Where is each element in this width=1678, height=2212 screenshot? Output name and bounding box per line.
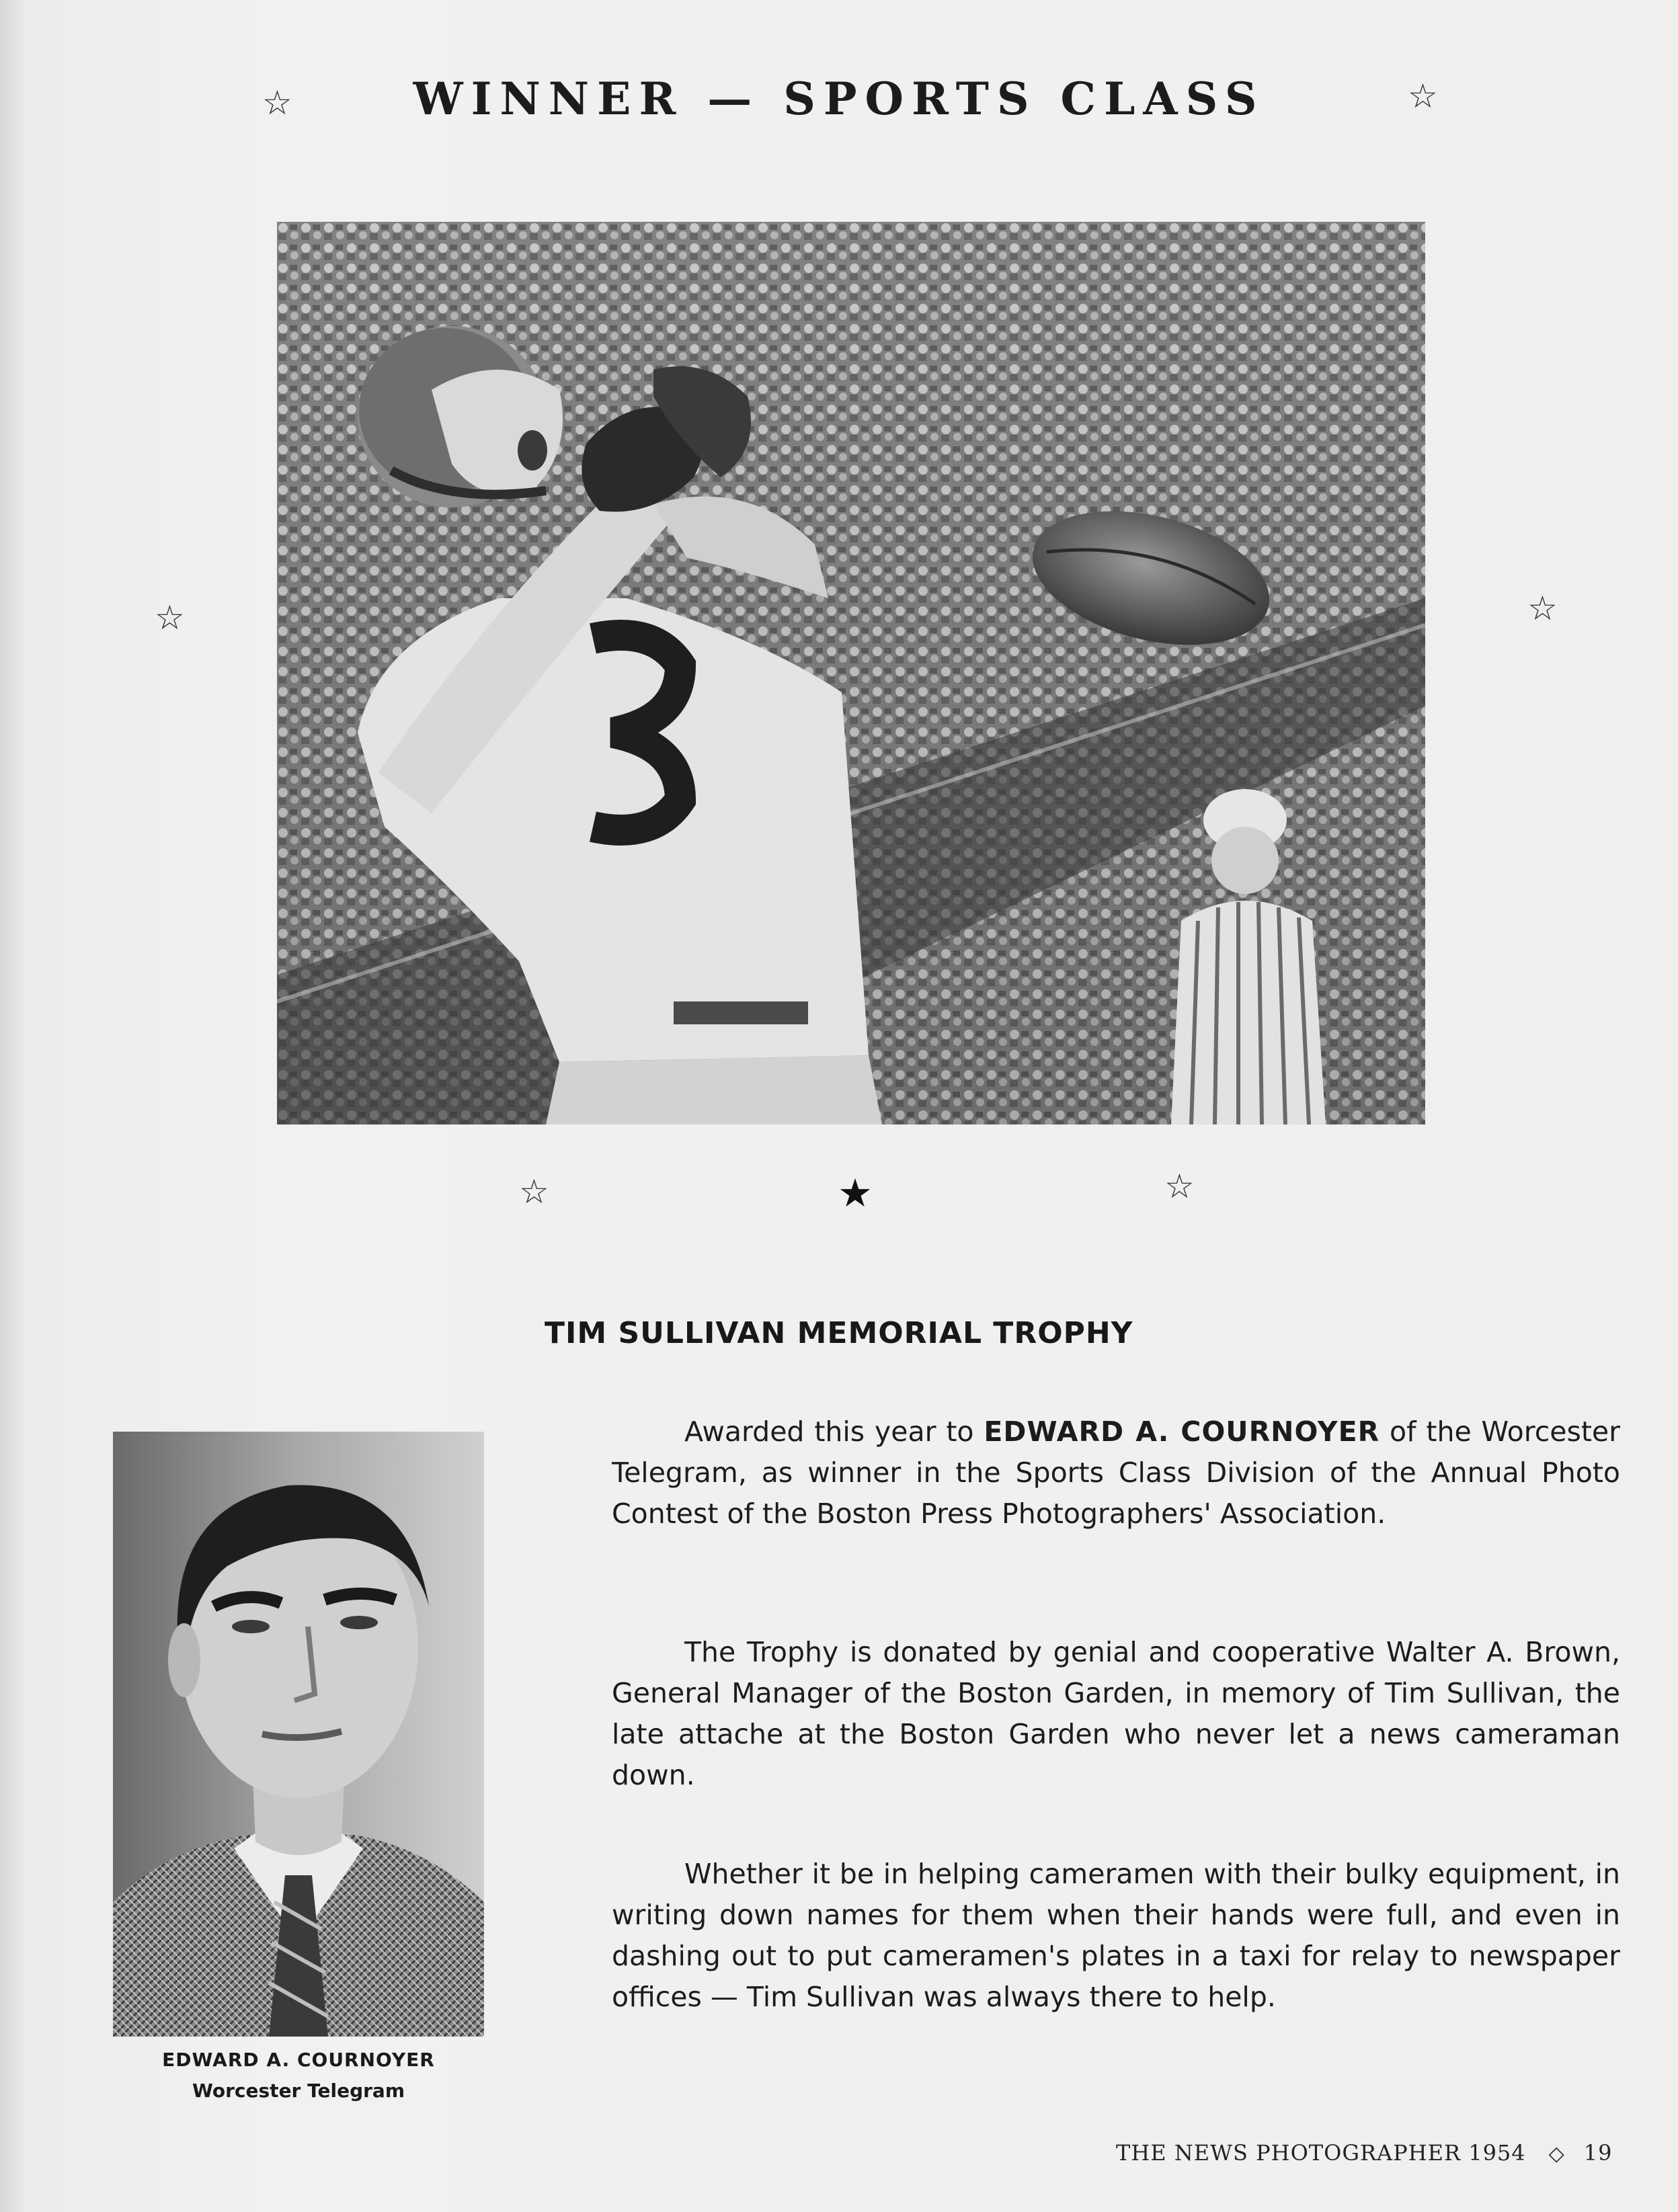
winner-name: EDWARD A. COURNOYER bbox=[984, 1416, 1380, 1448]
diamond-separator-icon: ◇ bbox=[1548, 2142, 1565, 2166]
star-outline-icon: ☆ bbox=[519, 1172, 549, 1211]
star-outline-icon: ☆ bbox=[1408, 77, 1438, 116]
star-outline-icon: ☆ bbox=[1527, 589, 1558, 628]
portrait-caption-name: EDWARD A. COURNOYER bbox=[162, 2049, 435, 2071]
page-number: 19 bbox=[1583, 2140, 1613, 2166]
publication-name: THE NEWS PHOTOGRAPHER 1954 bbox=[1116, 2140, 1526, 2166]
paragraph-trophy-donation-text: The Trophy is donated by genial and cooperative Walter A. Brown, General Manager of the Boston Garden, in memory of Tim Sullivan, the late attache at the Boston Garden who never let a news cameraman down. bbox=[612, 1636, 1620, 1791]
star-outline-icon: ☆ bbox=[262, 83, 292, 122]
paragraph-tim-sullivan bbox=[612, 1854, 1620, 2018]
star-solid-icon: ★ bbox=[838, 1170, 873, 1216]
paragraph-award-rest: of the Worcester Telegram, as winner in the Sports Class Division of the Annual Photo Contest of the Boston Press Photographers' Association. bbox=[612, 1416, 1620, 1530]
paragraph-award-intro: Awarded this year to bbox=[684, 1416, 984, 1448]
page-title: WINNER — SPORTS CLASS bbox=[413, 73, 1265, 125]
portrait-caption-organization: Worcester Telegram bbox=[192, 2080, 405, 2102]
football-catch-photo-icon bbox=[277, 222, 1425, 1124]
section-heading: TIM SULLIVAN MEMORIAL TROPHY bbox=[545, 1316, 1133, 1350]
star-outline-icon: ☆ bbox=[1164, 1167, 1195, 1206]
paragraph-tim-sullivan-text: Whether it be in helping cameramen with their bulky equipment, in writing down names for them when their hands were full, and even in dashing out to put cameramen's plates in a taxi for relay to newspaper offices — Tim Sullivan was always there to help. bbox=[612, 1858, 1620, 2013]
page-footer bbox=[1116, 2140, 1612, 2166]
paragraph-award bbox=[612, 1411, 1620, 1534]
portrait-photo-icon bbox=[113, 1432, 484, 2037]
paragraph-trophy-donation bbox=[612, 1632, 1620, 1796]
star-outline-icon: ☆ bbox=[155, 598, 185, 637]
